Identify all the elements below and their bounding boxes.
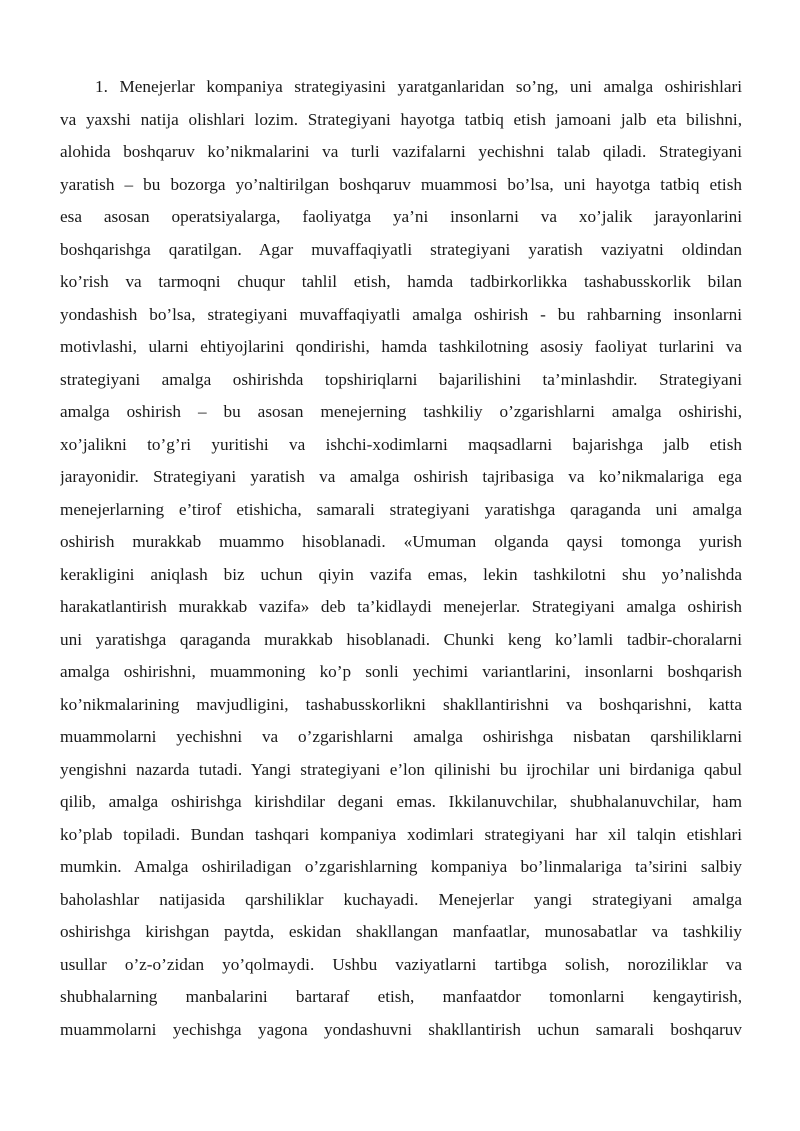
- text-line: boshqarishga qaratilgan. Agar muvaffaqiyatli strategiyani yaratish vaziyatni oldindan: [60, 239, 742, 259]
- text-line: baholashlar natijasida qarshiliklar kuchayadi. Menejerlar yangi strategiyani amalga: [60, 889, 742, 909]
- text-line: va yaxshi natija olishlari lozim. Strategiyani hayotga tatbiq etish jamoani jalb eta bilishni,: [60, 109, 742, 129]
- text-line: kerakligini aniqlash biz uchun qiyin vazifa emas, lekin tashkilotni shu yo’nalishda: [60, 564, 742, 584]
- text-line: alohida boshqaruv ko’nikmalarini va turli vazifalarni yechishni talab qiladi. Strategiyani: [60, 142, 742, 161]
- text-line: amalga oshirish – bu asosan menejerning tashkiliy o’zgarishlarni amalga oshirishi,: [60, 402, 742, 421]
- text-line: yondashish bo’lsa, strategiyani muvaffaqiyatli amalga oshirish - bu rahbarning insonlarni: [60, 304, 742, 324]
- text-line: yengishni nazarda tutadi. Yangi strategiyani e’lon qilinishi bu ijrochilar uni birdaniga qabul: [60, 759, 742, 779]
- text-line: amalga oshirishni, muammoning ko’p sonli yechimi variantlarini, insonlarni boshqarish: [60, 662, 742, 681]
- text-line: esa asosan operatsiyalarga, faoliyatga ya’ni insonlarni va xo’jalik jarayonlarini: [60, 207, 742, 226]
- text-line: ko’plab topiladi. Bundan tashqari kompaniya xodimlari strategiyani har xil talqin etishlari: [60, 824, 742, 844]
- text-line: mumkin. Amalga oshiriladigan o’zgarishlarning kompaniya bo’linmalariga ta’sirini salbiy: [60, 857, 742, 876]
- text-line: yaratish – bu bozorga yo’naltirilgan boshqaruv muammosi bo’lsa, uni hayotga tatbiq etish: [60, 174, 742, 194]
- text-line: strategiyani amalga oshirishda topshiriqlarni bajarilishini ta’minlashdir. Strategiyani: [60, 369, 742, 389]
- text-line: shubhalarning manbalarini bartaraf etish, manfaatdor tomonlarni kengaytirish,: [60, 987, 742, 1006]
- text-line: qilib, amalga oshirishga kirishdilar degani emas. Ikkilanuvchilar, shubhalanuvchilar, ham: [60, 792, 742, 811]
- text-line: muammolarni yechishni va o’zgarishlarni amalga oshirishga nisbatan qarshiliklarni: [60, 727, 742, 746]
- text-line: oshirish murakkab muammo hisoblanadi. «Umuman olganda qaysi tomonga yurish: [60, 532, 742, 551]
- text-line: 1. Menejerlar kompaniya strategiyasini yaratganlaridan so’ng, uni amalga oshirishlari: [95, 77, 742, 96]
- text-line: harakatlantirish murakkab vazifa» deb ta’kidlaydi menejerlar. Strategiyani amalga oshirish: [60, 597, 742, 616]
- text-line: ko’nikmalarining mavjudligini, tashabusskorlikni shakllantirishni va boshqarishni, katta: [60, 694, 742, 714]
- body-paragraph: [60, 71, 742, 1046]
- text-line: uni yaratishga qaraganda murakkab hisoblanadi. Chunki keng ko’lamli tadbir-choralarni: [60, 629, 742, 649]
- text-line: menejerlarning e’tirof etishicha, samarali strategiyani yaratishga qaraganda uni amalga: [60, 499, 742, 519]
- text-line: usullar o’z-o’zidan yo’qolmaydi. Ushbu vaziyatlarni tartibga solish, noroziliklar va: [60, 954, 742, 974]
- text-line: jarayonidir. Strategiyani yaratish va amalga oshirish tajribasiga va ko’nikmalariga ega: [60, 467, 742, 486]
- text-line: oshirishga kirishgan paytda, eskidan shakllangan manfaatlar, munosabatlar va tashkiliy: [60, 922, 742, 941]
- text-line: xo’jalikni to’g’ri yuritishi va ishchi-xodimlarni maqsadlarni bajarishga jalb etish: [60, 434, 742, 454]
- text-line: ko’rish va tarmoqni chuqur tahlil etish, hamda tadbirkorlikka tashabusskorlik bilan: [60, 272, 742, 291]
- text-line: motivlashi, ularni ehtiyojlarini qondirishi, hamda tashkilotning asosiy faoliyat turlarini va: [60, 337, 742, 356]
- text-line: muammolarni yechishga yagona yondashuvni shakllantirish uchun samarali boshqaruv: [60, 1019, 742, 1039]
